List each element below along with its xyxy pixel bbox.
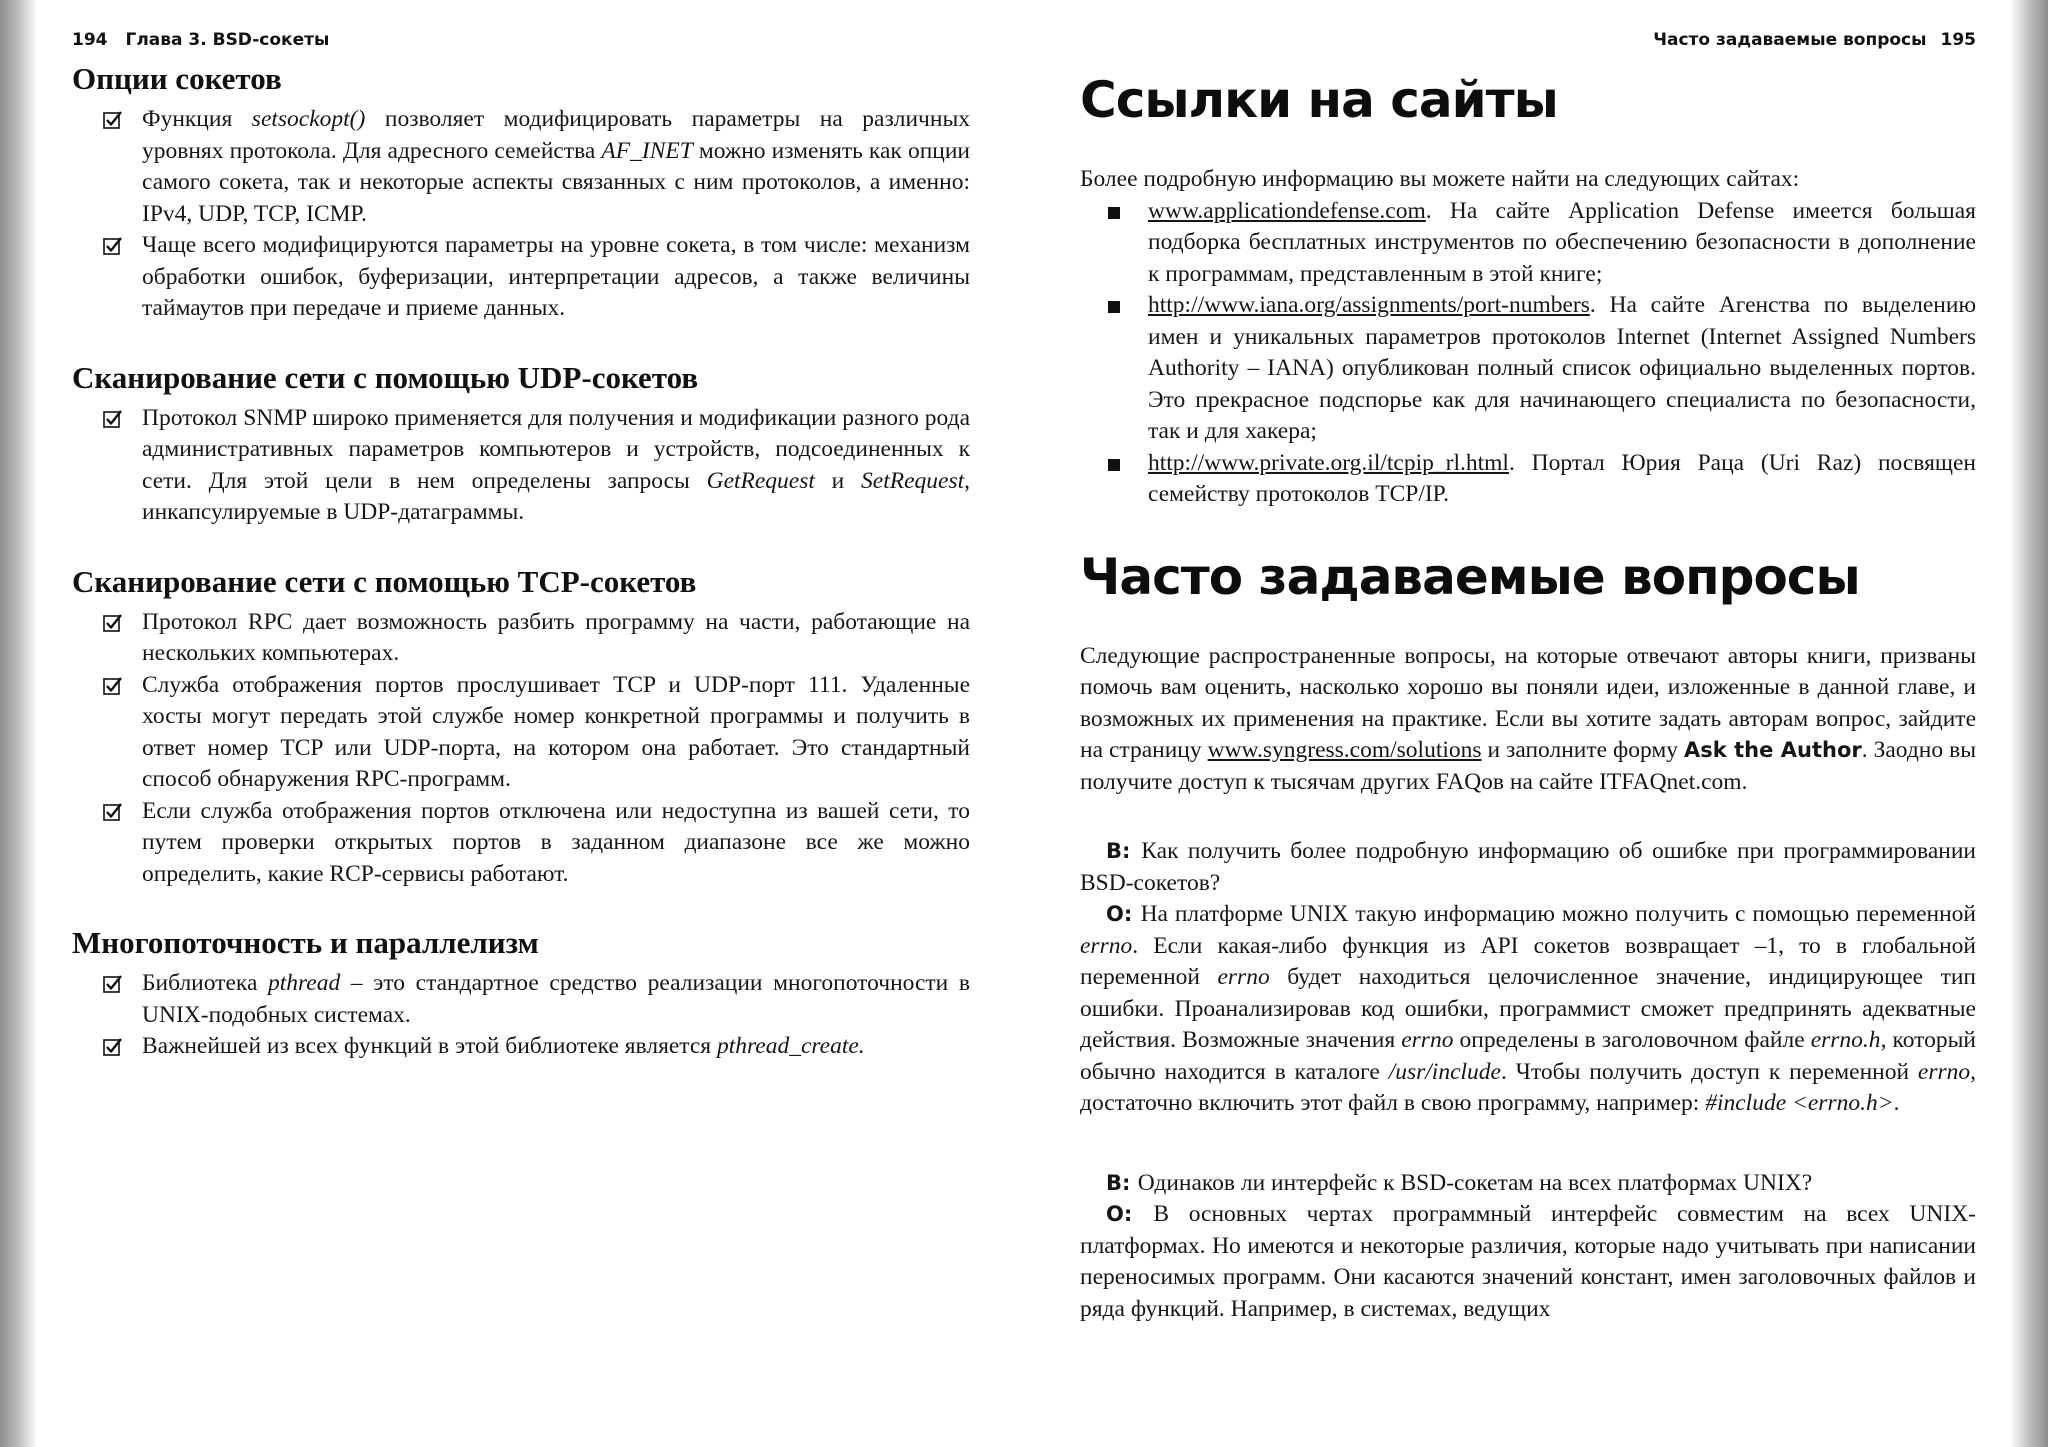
text-run: , который обычно находится в каталоге: [1080, 1027, 1976, 1085]
link-item: [1080, 196, 1976, 291]
answer-label: О:: [1106, 902, 1141, 926]
text-run: и заполните форму: [1481, 737, 1684, 763]
chapter-title: Глава 3. BSD-сокеты: [125, 30, 330, 50]
answer: [1080, 1199, 1976, 1325]
faq-heading: Часто задаваемые вопросы: [1080, 547, 1860, 606]
text-run: Функция: [142, 106, 252, 132]
checklist-item: [72, 796, 970, 891]
text-run: можно изменять как опции самого сокета, так и некоторые аспекты связанных с ним протоколов, а именно: IPv4, UDP, TCP, ICMP.: [142, 137, 971, 227]
running-head-right: [1653, 30, 1976, 50]
scan-edge-right: [2010, 0, 2048, 1447]
section-heading: Сканирование сети с помощью UDP-сокетов: [72, 359, 699, 395]
section-heading: Сканирование сети с помощью TCP-сокетов: [72, 563, 697, 599]
text-run: определены в заголовочном файле: [1453, 1027, 1811, 1053]
checklist-item: [72, 1031, 970, 1063]
bullet-square-icon: [1108, 301, 1120, 313]
italic-term: errno: [1080, 932, 1133, 959]
text-run: , достаточно включить этот файл в свою программу, например:: [1080, 1058, 1976, 1116]
links-heading: Ссылки на сайты: [1080, 71, 1558, 129]
checkbox-checked-icon: [102, 1036, 124, 1058]
answer-label: О:: [1106, 1202, 1154, 1226]
link-item: [1080, 448, 1976, 511]
text-run: Протокол SNMP широко применяется для получения и модификации разного рода административных параметров компьютеров и устройств, подсоединенных к сети. Для этой цели в нем определены запросы: [142, 404, 970, 494]
italic-term: SetRequest: [861, 467, 965, 494]
right-content: [1080, 70, 1976, 1325]
checklist: [72, 968, 970, 1063]
text-run: позволяет модифицировать параметры на различных уровнях протокола. Для адресного семейства: [142, 106, 970, 164]
italic-term: errno.h: [1810, 1027, 1881, 1053]
text-run: . Заодно вы получите доступ к тысячам других FAQов на сайте ITFAQnet.com.: [1080, 737, 1976, 795]
text-run: На платформе UNIX такую информацию можно получить с помощью переменной: [1140, 901, 1977, 927]
italic-term: /usr/include: [1388, 1058, 1501, 1085]
text-run: В основных чертах программный интерфейс совместим на всех UNIX-платформах. Но имеются и некоторые различия, которые надо учитывать при написании переносимых программ. Они касаются значений констант, имен заголовочных файлов и ряда функций. Например, в системах, ведущих: [1080, 1201, 1976, 1322]
bullet-square-icon: [1108, 207, 1120, 219]
checklist: [72, 104, 970, 325]
checklist-item: [72, 230, 970, 325]
checkbox-checked-icon: [102, 801, 124, 823]
checkbox-checked-icon: [102, 109, 124, 131]
text-run: и: [814, 467, 862, 494]
checkbox-checked-icon: [102, 973, 124, 995]
text-run: . Портал Юрия Раца (Uri Raz) посвящен семейству протоколов TCP/IP.: [1148, 449, 1976, 507]
text-run: Библиотека: [142, 970, 268, 996]
bullet-square-icon: [1108, 459, 1120, 471]
checklist-item: [72, 670, 970, 796]
checkbox-checked-icon: [102, 612, 124, 634]
italic-term: errno: [1217, 964, 1270, 990]
faq-intro: [1080, 641, 1976, 799]
text-run: . Если какая-либо функция из API сокетов возвращает –1, то в глобальной переменной: [1080, 932, 1976, 990]
checkbox-checked-icon: [102, 675, 124, 697]
text-run: Протокол RPC дает возможность разбить программу на части, работающие на нескольких компьютерах.: [142, 608, 970, 666]
checkbox-checked-icon: [102, 408, 124, 430]
question: [1080, 1168, 1976, 1200]
italic-term: AF_INET: [601, 137, 693, 164]
answer: [1080, 899, 1976, 1120]
section-heading: Многопоточность и параллелизм: [72, 925, 539, 960]
checklist-item: [72, 968, 970, 1031]
text-run: Как получить более подробную информацию об ошибке при программировании BSD-сокетов?: [1080, 838, 1976, 896]
bold-term: Ask the Author: [1684, 738, 1862, 762]
text-run: будет находиться целочисленное значение, индицирующее тип ошибки. Проанализировав код ошибки, программист сможет предпринять адекватные действия. Возможные значения: [1080, 964, 1976, 1053]
page-number: 195: [1940, 30, 1976, 50]
italic-term: errno: [1401, 1027, 1454, 1053]
url-link[interactable]: http://www.private.org.il/tcpip_rl.html: [1148, 449, 1509, 476]
italic-term: errno: [1917, 1058, 1971, 1085]
scan-edge-left: [0, 0, 38, 1447]
text-run: Служба отображения портов прослушивает TCP и UDP-порт 111. Удаленные хосты могут передать этой службе номер конкретной программы и получить в ответ номер TCP или UDP-порта, на котором она работает. Это стандартный способ обнаружения RPC-программ.: [142, 671, 970, 792]
text-run: . Чтобы получить доступ к переменной: [1500, 1058, 1918, 1085]
checklist-item: [72, 403, 970, 529]
link-item: [1080, 290, 1976, 448]
links-list: [1080, 196, 1976, 511]
italic-term: pthread: [268, 970, 341, 996]
checklist: [72, 607, 970, 891]
text-run: Следующие распространенные вопросы, на которые отвечают авторы книги, призваны помочь вам оценить, насколько хорошо вы поняли идеи, изложенные в данной главе, и возможных их применения на практике. Если вы хотите задать авторам вопрос, зайдите на страницу: [1080, 642, 1976, 763]
qa-list: [1080, 836, 1976, 1325]
checkbox-checked-icon: [102, 235, 124, 257]
summary-sections: [72, 60, 970, 1063]
page-number: 194: [72, 30, 108, 50]
checklist-item: [72, 607, 970, 670]
links-intro: Более подробную информацию вы можете найти на следующих сайтах:: [1080, 166, 1800, 192]
italic-term: GetRequest: [706, 467, 815, 494]
section-heading: Опции сокетов: [72, 61, 282, 96]
text-run: Одинаков ли интерфейс к BSD-сокетам на всех платформах UNIX?: [1137, 1169, 1813, 1196]
section-title: Часто задаваемые вопросы: [1653, 30, 1927, 50]
question-label: В:: [1106, 839, 1142, 863]
running-head-left: [72, 30, 329, 50]
text-run: Чаще всего модифицируются параметры на уровне сокета, в том числе: механизм обработки ошибок, буферизации, интерпретации адресов, а также величины таймаутов при передаче и приеме данных.: [142, 232, 970, 321]
italic-term: pthread_create.: [716, 1033, 865, 1059]
text-run: . На сайте Агенства по выделению имен и уникальных параметров протоколов Internet (Internet Assigned Numbers Authority – IANA) опубликован полный список официально выделенных портов. Это прекрасное подспорье как для начинающего специалиста по безопасности, так и для хакера;: [1148, 292, 1976, 444]
url-link[interactable]: www.syngress.com/solutions: [1207, 737, 1482, 763]
qa-pair: [1080, 836, 1976, 1120]
url-link[interactable]: http://www.iana.org/assignments/port-numbers: [1148, 292, 1590, 318]
italic-term: setsockopt(): [251, 106, 366, 132]
url-link[interactable]: www.applicationdefense.com: [1148, 197, 1426, 224]
question: [1080, 836, 1976, 899]
right-page: [1080, 0, 1976, 1447]
question-label: В:: [1106, 1170, 1138, 1195]
left-page: [72, 0, 970, 1447]
qa-pair: [1080, 1168, 1976, 1326]
text-run: Если служба отображения портов отключена или недоступна из вашей сети, то путем проверки открытых портов в заданном диапазоне все же можно определить, какие RCP-сервисы работают.: [142, 797, 970, 887]
checklist-item: [72, 104, 970, 230]
text-run: , инкапсулируемые в UDP-датаграммы.: [142, 467, 971, 525]
text-run: . На сайте Application Defense имеется большая подборка бесплатных инструментов по обеспечению безопасности в дополнение к программам, представленным в этой книге;: [1148, 197, 1976, 287]
italic-term: #include <errno.h>: [1705, 1090, 1894, 1116]
checklist: [72, 403, 970, 529]
text-run: – это стандартное средство реализации многопоточности в UNIX-подобных системах.: [142, 970, 970, 1028]
text-run: Важнейшей из всех функций в этой библиотеке является: [142, 1033, 717, 1059]
text-run: .: [1893, 1090, 1900, 1116]
